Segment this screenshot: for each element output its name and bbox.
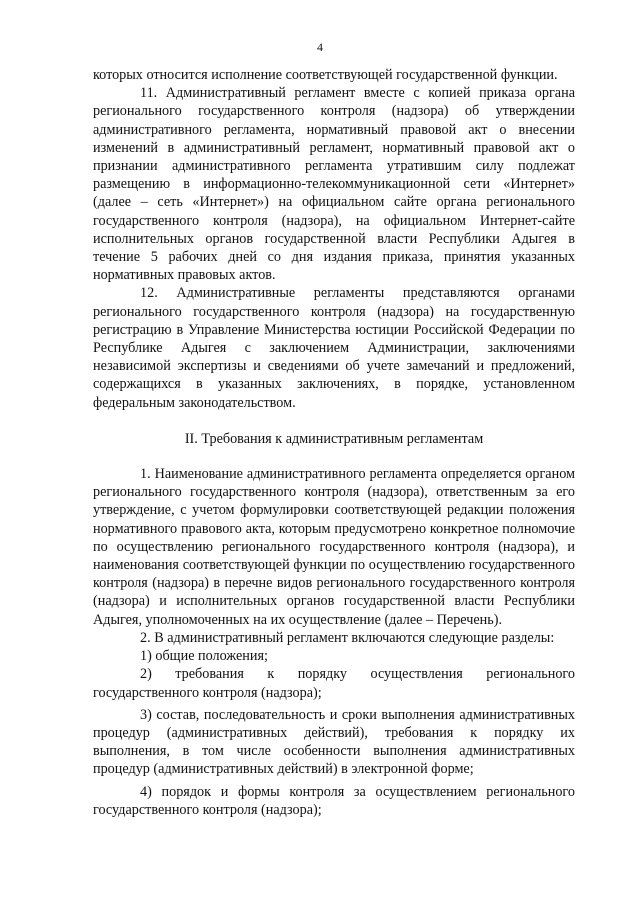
paragraph-11: 11. Административный регламент вместе с копией приказа органа регионального государственного контроля (надзора) об утверждении административного регламента, нормативный правовой акт о внесении изменений в административный регламент, нормативный правовой акт о признании административного регламента утратившим силу подлежат размещению в информационно-телекоммуникационной сети «Интернет» (далее – сеть «Интернет») на официальном сайте органа регионального государственного контроля (надзора), на официальном Интернет-сайте исполнительных органов государственной власти Республики Адыгея в течение 5 рабочих дней со дня издания приказа, принятия указанных нормативных правовых актов. bbox=[93, 85, 575, 284]
page-number: 4 bbox=[317, 40, 323, 54]
paragraph-continuation: которых относится исполнение соответствующей государственной функции. bbox=[93, 67, 558, 83]
list-item-2: 2) требования к порядку осуществления регионального государственного контроля (надзора); bbox=[93, 666, 575, 701]
paragraph-12: 12. Административные регламенты представляются органами регионального государственного контроля (надзора) на государственную регистрацию в Управление Министерства юстиции Российской Федерации по Республике Адыгея с заключением Администрации, заключениями независимой экспертизы и сведениями об учете замечаний и предложений, содержащихся в указанных заключениях, в порядке, установленном федеральным законодательством. bbox=[93, 285, 575, 411]
paragraph-item-1: 1. Наименование административного регламента определяется органом регионального государственного контроля (надзора), ответственным за его утверждение, с учетом формулировки соответствующей редакции положения нормативного правового акта, которым предусмотрено конкретное полномочие по осуществлению регионального государственного контроля (надзора), и наименования соответствующей функции по осуществлению государственного контроля (надзора) в перечне видов регионального государственного контроля (надзора) и исполнительных органов государственной власти Республики Адыгея, уполномоченных на их осуществление (далее – Перечень). bbox=[93, 466, 575, 628]
list-item-1: 1) общие положения; bbox=[140, 648, 268, 665]
paragraph-item-2: 2. В административный регламент включаются следующие разделы: bbox=[140, 629, 555, 646]
list-item-3: 3) состав, последовательность и сроки выполнения административных процедур (административных действий), требования к порядку их выполнения, в том числе особенности выполнения административных процедур (административных действий) в электронной форме; bbox=[93, 706, 575, 778]
section-heading: II. Требования к административным регламентам bbox=[184, 430, 484, 447]
document-body bbox=[93, 66, 575, 819]
list-item-4: 4) порядок и формы контроля за осуществлением регионального государственного контроля (надзора); bbox=[93, 783, 575, 818]
